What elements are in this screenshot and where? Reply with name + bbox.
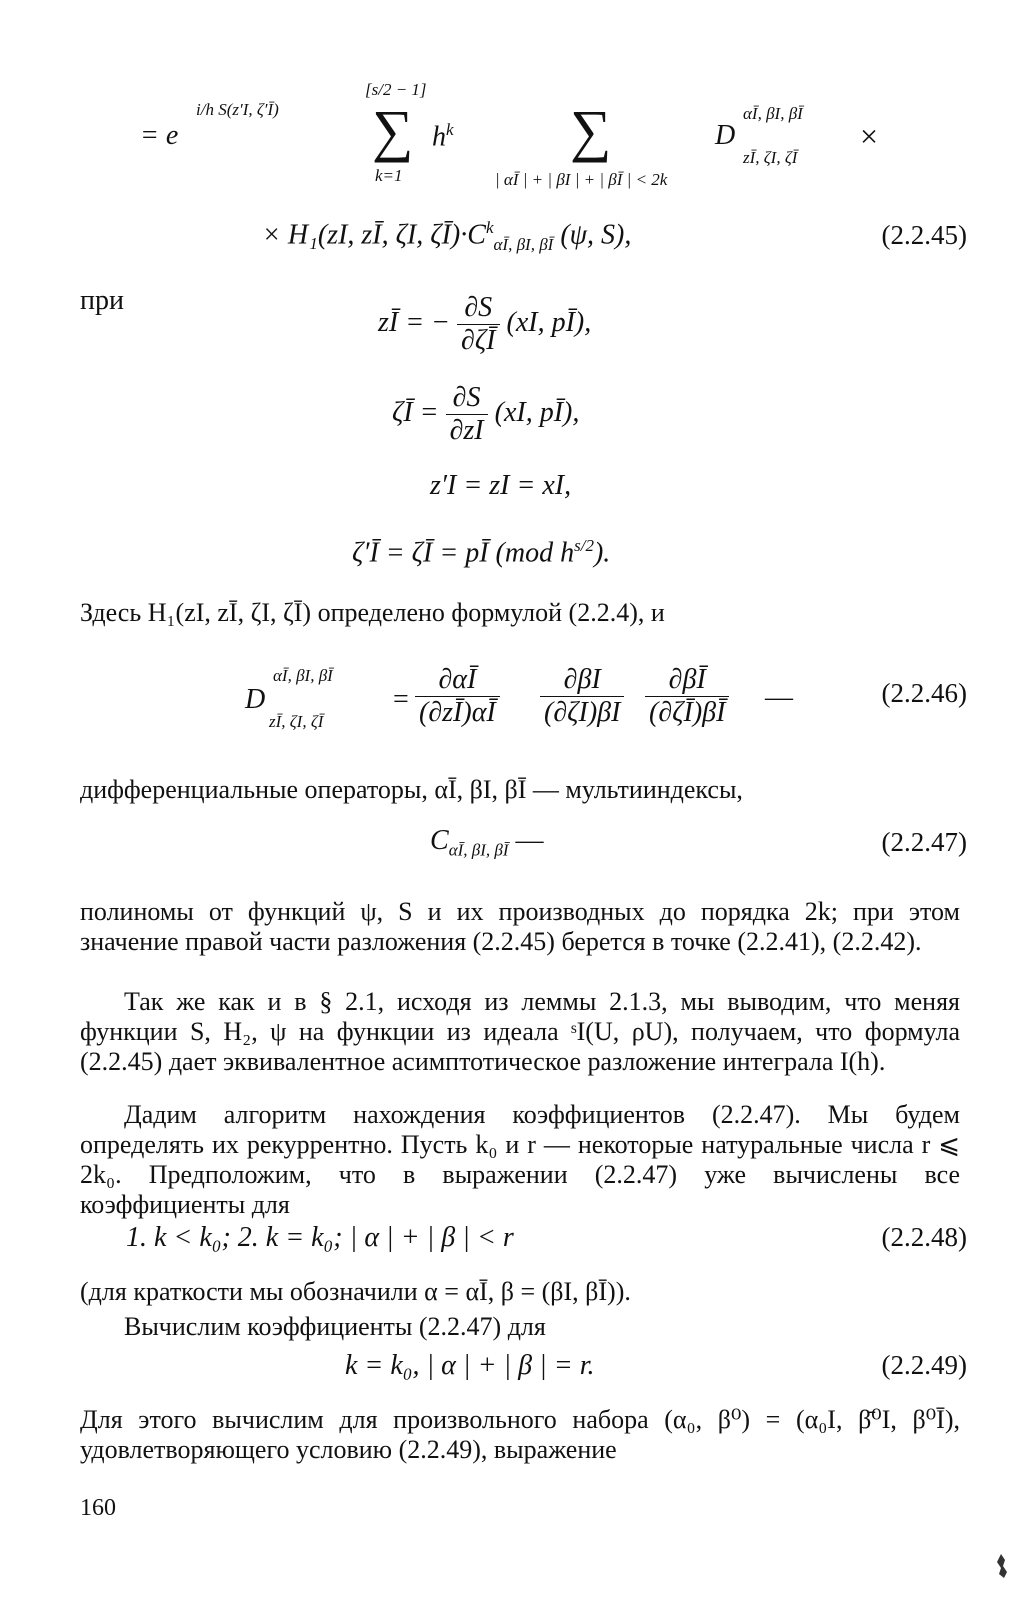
- eq-number-2-2-48: (2.2.48): [881, 1222, 967, 1252]
- eq-2-2-48: 1. k < k₀; 2. k = k₀; | α | + | β | < r: [126, 1222, 514, 1253]
- paragraph-zdes: Здесь H₁(zI, zĪ, ζI, ζĪ) определено формулой (2.2.4), и: [80, 598, 665, 627]
- eq-number-2-2-46: (2.2.46): [881, 678, 967, 708]
- eq-2-2-49: k = k₀, | α | + | β | = r.: [345, 1350, 595, 1381]
- paragraph-algorithm: Дадим алгоритм нахождения коэффициентов (2.2.47). Мы будем определять их рекуррентно. Пусть k₀ и r — некоторые натуральные числа r ⩽ 2k₀. Предположим, что в выражении (2.2.47) уже вычислены все коэффициенты для: [80, 1100, 960, 1219]
- operator-d-sup: αĪ, βI, βĪ: [743, 104, 803, 123]
- paragraph-tak: Так же как и в § 2.1, исходя из леммы 2.1.3, мы выводим, что меняя функции S, H₂, ψ на функции из идеала ˢI(U, ρU), получаем, что формула (2.2.45) дает эквивалентное асимптотическое разложение интеграла I(h).: [80, 987, 960, 1076]
- eq-number-2-2-45: (2.2.45): [881, 220, 967, 250]
- paragraph-polynomials: полиномы от функций ψ, S и их производных до порядка 2k; при этом значение правой части разложения (2.2.45) берется в точке (2.2.41), (2.2.42).: [80, 897, 960, 956]
- paragraph-diff: дифференциальные операторы, αĪ, βI, βĪ — мультииндексы,: [80, 775, 743, 804]
- operator-d-sub: zĪ, ζI, ζĪ: [743, 148, 798, 167]
- h-power: $h^k$: [432, 120, 454, 153]
- page-number: 160: [80, 1495, 116, 1521]
- condition-3: z′I = zI = xI,: [430, 470, 572, 501]
- eq-2-2-45-line1: [140, 80, 900, 190]
- paragraph-compute: Вычислим коэффициенты (2.2.47) для: [124, 1312, 546, 1341]
- fraction: $\frac{\partial S}{\partial zI}$: [446, 382, 488, 447]
- eq-2-2-46: D αĪ, βI, βĪ zĪ, ζI, ζĪ = $\frac{\partial\alpha Ī}{(\partial zĪ)\alpha Ī}$ $\frac{\partial\beta I}{(\partial\zeta I)\beta I}$ $\frac{\partial\beta Ī}{(\partial\zeta Ī)\beta Ī}$ —: [245, 664, 793, 731]
- eq-exponent: i/h S(z′I, ζ′Ī): [196, 100, 279, 119]
- eq-2-2-45-line2: × H₁(zI, zĪ, ζI, $\zeta Ī)\cdot C^k_{\alpha Ī, \beta I, \beta Ī}$ (ψ, S),: [262, 218, 632, 254]
- fraction-beta-ibar: $\frac{\partial\beta Ī}{(\partial\zeta Ī)\beta Ī}$: [645, 664, 729, 729]
- operator-d: D: [715, 120, 736, 151]
- sum1-sigma: ∑: [372, 98, 414, 163]
- eq-number-2-2-49: (2.2.49): [881, 1350, 967, 1380]
- fraction-beta-i: $\frac{\partial\beta I}{(\partial\zeta I)\beta I}$: [540, 664, 624, 729]
- condition-1: zĪ = − $\frac{\partial S}{\partial\zeta Ī}$ (xI, pĪ),: [378, 292, 592, 356]
- paragraph-short: (для краткости мы обозначили α = αĪ, β = (βI, βĪ)).: [80, 1277, 631, 1306]
- scan-smudge: [995, 1552, 1009, 1580]
- eq-2-2-47: $C_{\alpha Ī, \beta I, \beta Ī}$ —: [430, 825, 544, 860]
- sum2-lower: | αĪ | + | βI | + | βĪ | < 2k: [495, 170, 668, 189]
- condition-2: ζĪ = $\frac{\partial S}{\partial zI}$ (xI, pĪ),: [392, 382, 580, 446]
- times-sign: ×: [860, 118, 879, 154]
- eq-number-2-2-47: (2.2.47): [881, 827, 967, 857]
- condition-word: при: [80, 285, 124, 316]
- sum2-sigma: ∑: [570, 98, 612, 163]
- paragraph-dlya: Для этого вычислим для произвольного набора (α₀, β⁰) = (α₀I, β̄⁰I, β⁰Ī), удовлетворяющего условию (2.2.49), выражение: [80, 1405, 960, 1464]
- fraction-alpha: $\frac{\partial\alpha Ī}{(\partial zĪ)\alpha Ī}$: [415, 664, 500, 729]
- sum1-lower: k=1: [375, 166, 403, 185]
- condition-4: ζ′Ī = ζĪ = pĪ (mod $h^{s/2}$).: [352, 536, 611, 569]
- fraction: $\frac{\partial S}{\partial\zeta Ī}$: [457, 292, 500, 357]
- eq-prefix: = e: [140, 120, 179, 151]
- sum1-upper: [s/2 − 1]: [365, 80, 427, 99]
